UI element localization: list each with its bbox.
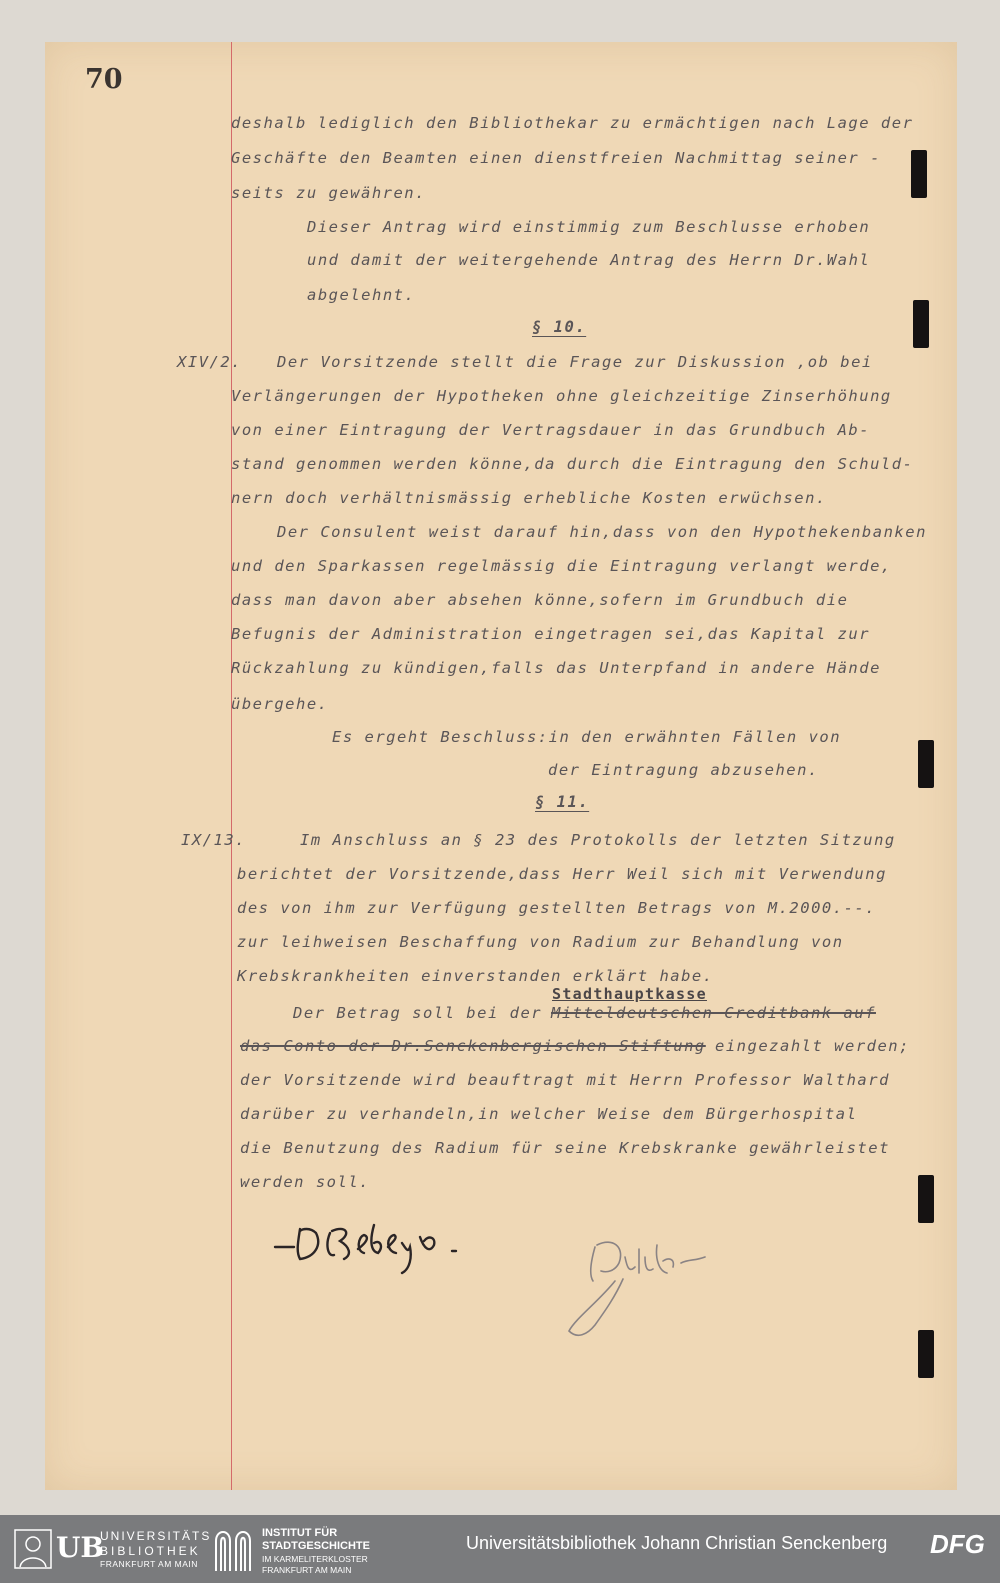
margin-reference: IX/13. xyxy=(181,831,246,849)
section-heading: § 10. xyxy=(532,318,587,336)
text-line: stand genommen werden könne,da durch die Eintragung den Schuld- xyxy=(231,455,914,473)
margin-reference: XIV/2. xyxy=(177,353,242,371)
ub-logo: UB xyxy=(56,1531,105,1564)
text-line: darüber zu verhandeln,in welcher Weise dem Bürgerhospital xyxy=(240,1105,858,1123)
ub-line2: BIBLIOTHEK xyxy=(100,1544,201,1558)
text-line: Geschäfte den Beamten einen dienstfreien Nachmittag seiner - xyxy=(231,149,881,167)
text-line: Es ergeht Beschluss:in den erwähnten Fällen von xyxy=(332,728,842,746)
text-line: des von ihm zur Verfügung gestellten Betrags von M.2000.--. xyxy=(237,899,877,917)
signature-right xyxy=(555,1227,735,1352)
text-line: Der Vorsitzende stellt die Frage zur Diskussion ,ob bei xyxy=(277,353,873,371)
isg-line2: STADTGESCHICHTE xyxy=(262,1540,370,1552)
dfg-logo: DFG xyxy=(930,1529,985,1559)
text-line: Im Anschluss an § 23 des Protokolls der letzten Sitzung xyxy=(300,831,896,849)
text-line: Rückzahlung zu kündigen,falls das Unterpfand in andere Hände xyxy=(231,659,881,677)
text-line: die Benutzung des Radium für seine Krebskranke gewährleistet xyxy=(240,1139,890,1157)
text-line: von einer Eintragung der Vertragsdauer in das Grundbuch Ab- xyxy=(231,421,871,439)
text-line: und den Sparkassen regelmässig die Eintragung verlangt werde, xyxy=(231,557,892,575)
signature-left xyxy=(270,1207,490,1277)
text-line: seits zu gewähren. xyxy=(231,184,426,202)
text-line: Krebskrankheiten einverstanden erklärt habe. xyxy=(237,967,714,985)
text-line: zur leihweisen Beschaffung von Radium zur Behandlung von xyxy=(237,933,844,951)
text-line: Verlängerungen der Hypotheken ohne gleichzeitige Zinserhöhung xyxy=(231,387,892,405)
isg-line1: INSTITUT FÜR xyxy=(262,1527,338,1539)
index-tab xyxy=(918,1330,934,1378)
struck-text: das Conto der Dr.Senckenbergischen Stiftung xyxy=(240,1037,706,1055)
inserted-text: Stadthauptkasse xyxy=(552,985,707,1003)
ub-line1: UNIVERSITÄTS xyxy=(100,1529,212,1543)
library-name: Universitätsbibliothek Johann Christian Senckenberg xyxy=(466,1533,888,1553)
text-line: der Eintragung abzusehen. xyxy=(548,761,819,779)
text-line: nern doch verhältnismässig erhebliche Kosten erwüchsen. xyxy=(231,489,827,507)
text-line: Der Consulent weist darauf hin,dass von den Hypothekenbanken xyxy=(277,523,927,541)
index-tab xyxy=(911,150,927,198)
text-line: eingezahlt werden; xyxy=(715,1037,910,1055)
section-heading: § 11. xyxy=(535,793,590,811)
red-margin-line xyxy=(231,42,232,1490)
isg-line4: FRANKFURT AM MAIN xyxy=(262,1565,352,1575)
text-line: Dieser Antrag wird einstimmig zum Beschlusse erhoben xyxy=(307,218,871,236)
footer-bar xyxy=(0,1515,1000,1583)
text-line: der Vorsitzende wird beauftragt mit Herrn Professor Walthard xyxy=(240,1071,890,1089)
text-line: übergehe. xyxy=(231,695,329,713)
text-line: berichtet der Vorsitzende,dass Herr Weil sich mit Verwendung xyxy=(237,865,887,883)
text-line: Befugnis der Administration eingetragen sei,das Kapital zur xyxy=(231,625,871,643)
portrait-logo-icon xyxy=(14,1529,52,1569)
text-line: und damit der weitergehende Antrag des Herrn Dr.Wahl xyxy=(307,251,871,269)
text-line: abgelehnt. xyxy=(307,286,416,304)
text-line: werden soll. xyxy=(240,1173,370,1191)
struck-text: Mitteldeutschen Creditbank auf xyxy=(551,1004,876,1022)
ub-line3: FRANKFURT AM MAIN xyxy=(100,1559,198,1569)
index-tab xyxy=(913,300,929,348)
isg-line3: IM KARMELITERKLOSTER xyxy=(262,1554,368,1564)
index-tab xyxy=(918,1175,934,1223)
page-number: 70 xyxy=(85,64,123,95)
text-line: deshalb lediglich den Bibliothekar zu ermächtigen nach Lage der xyxy=(231,114,914,132)
institute-arches-icon xyxy=(213,1527,253,1571)
index-tab xyxy=(918,740,934,788)
text-line: Der Betrag soll bei der xyxy=(293,1004,543,1022)
text-line: dass man davon aber absehen könne,sofern im Grundbuch die xyxy=(231,591,849,609)
document-page xyxy=(45,42,957,1490)
